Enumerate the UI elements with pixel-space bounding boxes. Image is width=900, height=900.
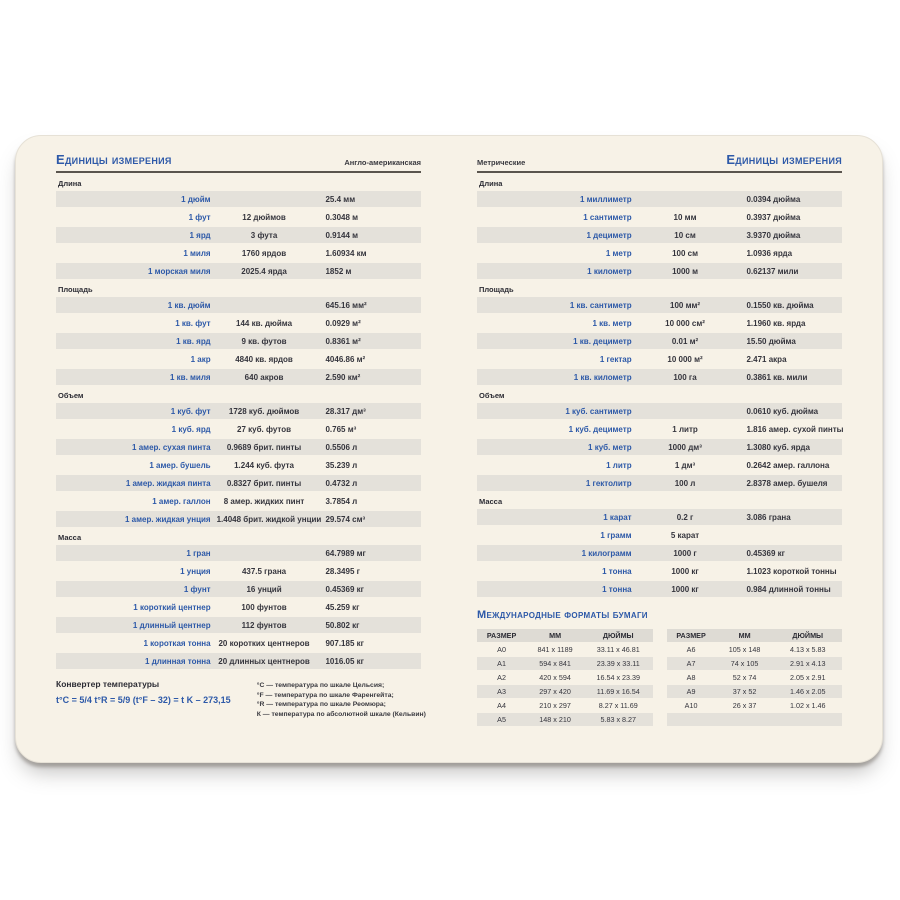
unit-table: [477, 509, 842, 597]
table-row: [56, 475, 421, 491]
unit-equivalent: 1000 дм³: [668, 442, 702, 452]
paper-row: [477, 685, 653, 698]
header-inches: ДЮЙМЫ: [602, 631, 634, 640]
table-row: [477, 403, 842, 419]
unit-equivalent: 1.4048 брит. жидкой унции: [216, 514, 322, 524]
table-row: [56, 599, 421, 615]
table-row: [56, 493, 421, 509]
paper-size: A8: [686, 673, 696, 682]
unit-table: [477, 191, 842, 279]
unit-name: 1 гран: [186, 548, 211, 558]
paper-mm: 52 х 74: [732, 673, 757, 682]
unit-name: 1 амер. сухая пинта: [132, 442, 211, 452]
paper-row: [667, 643, 843, 656]
table-row: [56, 297, 421, 313]
paper-size: A10: [684, 701, 698, 710]
paper-row: [477, 713, 653, 726]
unit-value: 2.590 км²: [325, 372, 361, 382]
paper-size: A1: [497, 659, 506, 668]
temperature-formula-block: [56, 679, 247, 719]
unit-equivalent: 3 фута: [250, 230, 278, 240]
paper-size: A5: [497, 715, 506, 724]
paper-mm: 594 х 841: [539, 659, 571, 668]
section-length: [477, 179, 842, 279]
unit-name: 1 куб. дециметр: [568, 424, 632, 434]
paper-table-header: [477, 629, 653, 642]
unit-equivalent: 0.2 г: [676, 512, 694, 522]
unit-name: 1 длинный центнер: [132, 620, 211, 630]
unit-equivalent: 1000 кг: [671, 566, 699, 576]
unit-name: 1 литр: [606, 460, 632, 470]
unit-table: [56, 297, 421, 385]
unit-value: 15.50 дюйма: [746, 336, 796, 346]
unit-equivalent: 1 дм³: [674, 460, 696, 470]
section-mass: [477, 497, 842, 597]
paper-size: A3: [497, 687, 506, 696]
paper-row: [667, 671, 843, 684]
unit-value: 1.60934 км: [325, 248, 367, 258]
unit-value: 45.259 кг: [325, 602, 360, 612]
unit-name: 1 метр: [605, 248, 632, 258]
unit-equivalent: 4840 кв. ярдов: [235, 354, 293, 364]
table-row: [477, 227, 842, 243]
unit-equivalent: 8 амер. жидких пинт: [223, 496, 305, 506]
unit-equivalent: 0.8327 брит. пинты: [226, 478, 302, 488]
unit-name: 1 тонна: [602, 566, 632, 576]
unit-equivalent: 10 см: [674, 230, 696, 240]
unit-value: 28.3495 г: [325, 566, 360, 576]
unit-name: 1 миллиметр: [579, 194, 632, 204]
unit-value: 0.9144 м: [325, 230, 359, 240]
unit-value: 3.7854 л: [325, 496, 358, 506]
paper-table-header: [667, 629, 843, 642]
unit-name: 1 килограмм: [581, 548, 632, 558]
table-row: [477, 369, 842, 385]
unit-value: 0.0394 дюйма: [746, 194, 801, 204]
unit-name: 1 кв. фут: [175, 318, 211, 328]
unit-value: 28.317 дм³: [325, 406, 366, 416]
paper-inches: 2.91 х 4.13: [789, 659, 826, 668]
unit-name: 1 фут: [188, 212, 211, 222]
paper-size: A6: [686, 645, 696, 654]
unit-equivalent: 100 мм²: [670, 300, 701, 310]
paper-row: [477, 671, 653, 684]
unit-value: 64.7989 мг: [325, 548, 366, 558]
unit-value: 25.4 мм: [325, 194, 356, 204]
unit-name: 1 гектолитр: [585, 478, 632, 488]
table-row: [56, 421, 421, 437]
unit-name: 1 фунт: [183, 584, 211, 594]
section-label: Объем: [479, 391, 505, 400]
unit-name: 1 грамм: [600, 530, 632, 540]
unit-name: 1 гектар: [599, 354, 632, 364]
header-inches: ДЮЙМЫ: [792, 631, 824, 640]
unit-table: [56, 545, 421, 669]
section-label: Масса: [479, 497, 503, 506]
unit-name: 1 куб. сантиметр: [565, 406, 632, 416]
paper-size: A0: [497, 645, 506, 654]
section-area: [56, 285, 421, 385]
unit-equivalent: 1728 куб. дюймов: [228, 406, 300, 416]
table-row: [56, 351, 421, 367]
paper-inches: 23.39 х 33.11: [596, 659, 640, 668]
section-volume: [56, 391, 421, 527]
table-row: [477, 297, 842, 313]
table-row: [477, 263, 842, 279]
unit-equivalent: 0.9689 брит. пинты: [226, 442, 302, 452]
paper-inches: 16.54 х 23.39: [596, 673, 641, 682]
unit-value: 0.3937 дюйма: [746, 212, 801, 222]
unit-name: 1 кв. дюйм: [167, 300, 211, 310]
unit-equivalent: 640 акров: [244, 372, 284, 382]
paper-row: [477, 699, 653, 712]
unit-equivalent: 9 кв. футов: [241, 336, 287, 346]
unit-name: 1 длинная тонна: [145, 656, 211, 666]
table-row: [477, 563, 842, 579]
unit-equivalent: 100 см: [672, 248, 698, 258]
section-label: Объем: [58, 391, 84, 400]
unit-value: 1.816 амер. сухой пинты: [746, 424, 844, 434]
unit-table: [56, 403, 421, 527]
paper-row: [667, 657, 843, 670]
paper-inches: 33.11 х 46.81: [596, 645, 640, 654]
section-label: Площадь: [479, 285, 514, 294]
section-label: Длина: [58, 179, 82, 188]
header-rule: [477, 171, 842, 173]
unit-name: 1 амер. жидкая пинта: [125, 478, 211, 488]
unit-name: 1 сантиметр: [583, 212, 632, 222]
unit-value: 645.16 мм²: [325, 300, 367, 310]
table-row: [56, 439, 421, 455]
unit-name: 1 тонна: [602, 584, 632, 594]
unit-equivalent: 1000 м: [672, 266, 698, 276]
table-row: [477, 439, 842, 455]
section-volume: [477, 391, 842, 491]
table-row: [477, 351, 842, 367]
unit-equivalent: 16 унций: [246, 584, 282, 594]
unit-table: [56, 191, 421, 279]
page-title: Единицы измерения: [726, 152, 842, 167]
unit-name: 1 короткая тонна: [143, 638, 211, 648]
table-row: [477, 457, 842, 473]
unit-equivalent: 100 фунтов: [241, 602, 287, 612]
unit-value: 0.45369 кг: [746, 548, 785, 558]
unit-name: 1 морская миля: [147, 266, 211, 276]
page-subtitle: Англо-американская: [344, 158, 421, 167]
table-row: [477, 209, 842, 225]
paper-table-a6-a10: [667, 629, 843, 727]
unit-name: 1 унция: [180, 566, 211, 576]
unit-value: 0.984 длинной тонны: [746, 584, 831, 594]
header-size: РАЗМЕР: [676, 631, 706, 640]
paper-row: [477, 643, 653, 656]
unit-value: 1.1023 короткой тонны: [746, 566, 837, 576]
paper-mm: 297 х 420: [539, 687, 571, 696]
table-row: [477, 545, 842, 561]
unit-name: 1 амер. жидкая унция: [124, 514, 211, 524]
table-row: [56, 581, 421, 597]
paper-mm: 148 х 210: [539, 715, 571, 724]
unit-equivalent: 10 000 м²: [667, 354, 703, 364]
unit-name: 1 кв. дециметр: [573, 336, 632, 346]
table-row: [56, 191, 421, 207]
unit-equivalent: 10 мм: [673, 212, 697, 222]
temperature-formula: t°C = 5/4 t°R = 5/9 (t°F – 32) = t K – 273,15: [56, 695, 231, 705]
unit-name: 1 короткий центнер: [133, 602, 211, 612]
unit-equivalent: 20 длинных центнеров: [218, 656, 310, 666]
unit-value: 1.3080 куб. ярда: [746, 442, 810, 452]
section-label: Площадь: [58, 285, 93, 294]
table-row: [56, 545, 421, 561]
unit-value: 0.1550 кв. дюйма: [746, 300, 814, 310]
paper-size: A2: [497, 673, 506, 682]
unit-equivalent: 10 000 см²: [665, 318, 705, 328]
section-mass: [56, 533, 421, 669]
unit-value: 0.62137 мили: [746, 266, 799, 276]
table-row: [56, 635, 421, 651]
legend-line-fahrenheit: °F — температура по шкале Фаренгейта;: [256, 691, 394, 699]
unit-equivalent: 437.5 грана: [241, 566, 287, 576]
paper-inches: 2.05 х 2.91: [789, 673, 826, 682]
paper-size: A4: [497, 701, 506, 710]
unit-name: 1 акр: [190, 354, 211, 364]
unit-name: 1 кв. километр: [573, 372, 632, 382]
paper-inches: 4.13 х 5.83: [789, 645, 826, 654]
unit-equivalent: 12 дюймов: [242, 212, 286, 222]
header-rule: [56, 171, 421, 173]
paper-formats-tables: [477, 629, 842, 727]
unit-value: 29.574 см³: [325, 514, 366, 524]
unit-value: 50.802 кг: [325, 620, 360, 630]
unit-name: 1 километр: [587, 266, 632, 276]
unit-value: 0.765 м³: [325, 424, 357, 434]
unit-value: 4046.86 м²: [325, 354, 366, 364]
unit-value: 0.4732 л: [325, 478, 358, 488]
table-row: [56, 457, 421, 473]
unit-equivalent: 100 га: [673, 372, 697, 382]
table-row: [56, 511, 421, 527]
table-row: [56, 209, 421, 225]
table-row: [477, 421, 842, 437]
table-row: [56, 333, 421, 349]
unit-value: 2.471 акра: [746, 354, 787, 364]
paper-inches: 5.83 х 8.27: [600, 715, 637, 724]
unit-equivalent: 20 коротких центнеров: [218, 638, 310, 648]
unit-name: 1 ярд: [189, 230, 211, 240]
paper-row: [667, 685, 843, 698]
unit-name: 1 куб. метр: [588, 442, 632, 452]
paper-mm: 37 х 52: [732, 687, 757, 696]
table-row: [477, 191, 842, 207]
legend-line-reaumur: °R — температура по шкале Реомюра;: [256, 701, 386, 708]
table-row: [56, 227, 421, 243]
unit-name: 1 куб. ярд: [171, 424, 211, 434]
table-row: [56, 617, 421, 633]
unit-value: 0.8361 м²: [325, 336, 361, 346]
unit-value: 0.5506 л: [325, 442, 358, 452]
paper-inches: 1.02 х 1.46: [789, 701, 826, 710]
paper-rows: [477, 643, 653, 726]
paper-size: A9: [686, 687, 696, 696]
table-row: [56, 245, 421, 261]
unit-value: 3.086 грана: [746, 512, 791, 522]
unit-table: [477, 403, 842, 491]
legend-line-kelvin: К — температура по абсолютной шкале (Кельвин): [256, 710, 426, 718]
unit-name: 1 амер. галлон: [152, 496, 211, 506]
unit-name: 1 карат: [603, 512, 632, 522]
section-label: Длина: [479, 179, 503, 188]
table-row: [56, 563, 421, 579]
unit-name: 1 кв. сантиметр: [569, 300, 632, 310]
paper-table-a0-a5: [477, 629, 653, 727]
paper-inches: 1.46 х 2.05: [789, 687, 826, 696]
header-size: РАЗМЕР: [486, 631, 517, 640]
table-row: [477, 315, 842, 331]
unit-value: 0.0929 м²: [325, 318, 361, 328]
unit-equivalent: 5 карат: [670, 530, 700, 540]
unit-equivalent: 27 куб. футов: [237, 424, 292, 434]
unit-equivalent: 1760 ярдов: [241, 248, 287, 258]
table-row: [477, 475, 842, 491]
unit-name: 1 кв. миля: [169, 372, 211, 382]
unit-equivalent: 100 л: [674, 478, 696, 488]
unit-value: 0.0610 куб. дюйма: [746, 406, 819, 416]
paper-inches: 8.27 х 11.69: [598, 701, 638, 710]
table-row: [56, 315, 421, 331]
unit-equivalent: 1 литр: [672, 424, 698, 434]
unit-name: 1 амер. бушель: [149, 460, 211, 470]
unit-name: 1 дециметр: [586, 230, 632, 240]
unit-equivalent: 0.01 м²: [671, 336, 699, 346]
unit-value: 35.239 л: [325, 460, 358, 470]
page-title: Единицы измерения: [56, 152, 172, 167]
header-mm: ММ: [549, 631, 562, 640]
header-mm: ММ: [738, 631, 751, 640]
unit-equivalent: 1000 кг: [671, 584, 699, 594]
paper-mm: 105 х 148: [728, 645, 761, 654]
paper-mm: 841 х 1189: [537, 645, 573, 654]
unit-value: 1.1960 кв. ярда: [746, 318, 806, 328]
table-row: [56, 369, 421, 385]
table-row: [477, 527, 842, 543]
unit-name: 1 миля: [183, 248, 211, 258]
section-area: [477, 285, 842, 385]
two-column-layout: [16, 136, 882, 762]
unit-equivalent: 1.244 куб. фута: [234, 460, 294, 470]
table-row: [56, 263, 421, 279]
paper-mm: 420 х 594: [539, 673, 571, 682]
unit-value: 1.0936 ярда: [746, 248, 793, 258]
unit-equivalent: 112 фунтов: [241, 620, 287, 630]
unit-equivalent: 1000 г: [673, 548, 697, 558]
section-length: [56, 179, 421, 279]
table-row: [477, 333, 842, 349]
unit-value: 0.45369 кг: [325, 584, 364, 594]
table-row: [477, 581, 842, 597]
unit-value: 0.3048 м: [325, 212, 359, 222]
right-page-header: [477, 152, 842, 167]
unit-value: 907.185 кг: [325, 638, 364, 648]
table-row: [477, 245, 842, 261]
unit-value: 0.3861 кв. мили: [746, 372, 808, 382]
temperature-title: Конвертер температуры: [56, 679, 160, 689]
paper-inches: 11.69 х 16.54: [596, 687, 640, 696]
paper-rows: [667, 643, 843, 726]
right-page-column: [477, 152, 842, 748]
left-page-column: [56, 152, 426, 748]
page-subtitle: Метрические: [477, 158, 526, 167]
unit-name: 1 дюйм: [181, 194, 211, 204]
unit-equivalent: 144 кв. дюйма: [236, 318, 293, 328]
unit-table: [477, 297, 842, 385]
unit-equivalent: 2025.4 ярда: [241, 266, 287, 276]
unit-value: 3.9370 дюйма: [746, 230, 801, 240]
left-page-header: [56, 152, 421, 167]
unit-value: 1852 м: [325, 266, 352, 276]
unit-value: 2.8378 амер. бушеля: [746, 478, 828, 488]
section-label: Масса: [58, 533, 82, 542]
unit-value: 0.2642 амер. галлона: [746, 460, 830, 470]
paper-mm: 210 х 297: [539, 701, 571, 710]
table-row: [56, 403, 421, 419]
unit-name: 1 кв. ярд: [176, 336, 211, 346]
legend-line-celsius: °C — температура по шкале Цельсия;: [256, 682, 385, 689]
temperature-converter: [56, 679, 426, 719]
paper-row: [477, 657, 653, 670]
planner-page-spread: [15, 135, 883, 763]
paper-size: A7: [686, 659, 696, 668]
paper-mm: 74 х 105: [730, 659, 759, 668]
unit-name: 1 куб. фут: [170, 406, 211, 416]
paper-row: [667, 699, 843, 712]
paper-row: [667, 713, 843, 726]
paper-mm: 26 х 37: [732, 701, 757, 710]
unit-name: 1 кв. метр: [592, 318, 632, 328]
paper-formats-title: Международные форматы бумаги: [477, 609, 648, 621]
table-row: [56, 653, 421, 669]
temperature-legend: [256, 679, 426, 719]
table-row: [477, 509, 842, 525]
unit-value: 1016.05 кг: [325, 656, 364, 666]
